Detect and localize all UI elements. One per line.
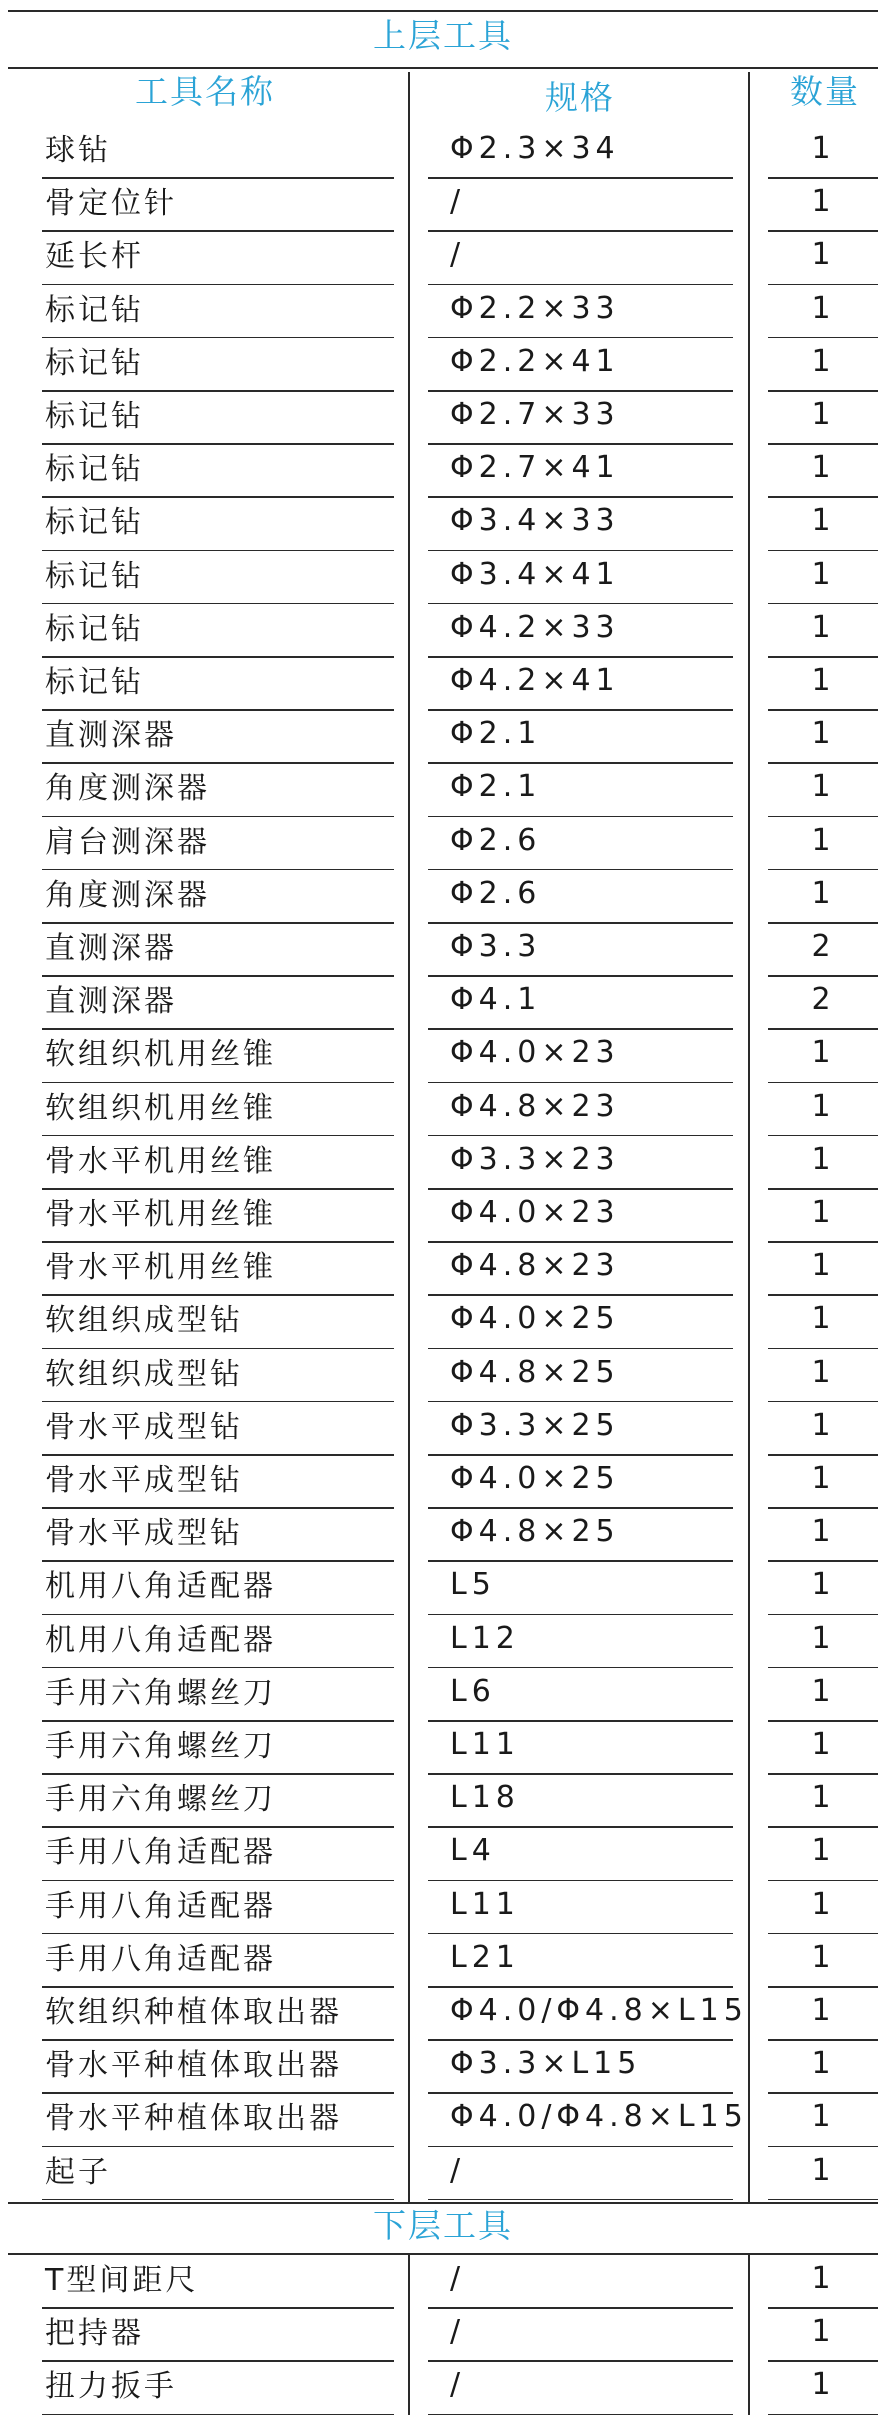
spec-underline xyxy=(428,550,733,552)
tool-qty: 1 xyxy=(811,131,831,166)
spec-underline xyxy=(428,869,733,871)
spec-underline xyxy=(428,975,733,977)
tool-name: 软组织成型钻 xyxy=(45,1356,243,1392)
tool-name: 直测深器 xyxy=(45,984,177,1020)
tool-name: 骨定位针 xyxy=(45,186,177,222)
spec-underline xyxy=(428,2146,733,2148)
spec-underline xyxy=(428,496,733,498)
tool-qty: 1 xyxy=(811,290,831,326)
tool-spec: Φ4.2×41 xyxy=(450,663,620,698)
tool-spec: Φ4.8×25 xyxy=(450,1354,620,1390)
upper-bottom-rule xyxy=(8,2202,878,2204)
spec-underline xyxy=(428,1880,733,1882)
spec-underline xyxy=(428,1082,733,1084)
qty-underline xyxy=(768,709,878,711)
tool-spec: Φ3.3×23 xyxy=(450,1141,620,1177)
qty-underline xyxy=(768,1135,878,1137)
tool-spec: Φ2.3×34 xyxy=(450,131,620,166)
tool-spec: / xyxy=(450,237,466,273)
tool-qty: 1 xyxy=(811,397,831,432)
spec-underline xyxy=(428,762,733,764)
name-underline xyxy=(42,1241,394,1243)
spec-underline xyxy=(428,1667,733,1669)
tool-spec: L18 xyxy=(450,1780,520,1816)
spec-underline xyxy=(428,1241,733,1243)
qty-underline xyxy=(768,1720,878,1722)
tool-spec: Φ4.8×25 xyxy=(450,1514,620,1550)
spec-underline xyxy=(428,922,733,924)
tool-qty: 1 xyxy=(811,184,831,220)
tool-qty: 1 xyxy=(811,1833,831,1869)
spec-underline xyxy=(428,1135,733,1137)
name-underline xyxy=(42,2307,394,2309)
spec-underline xyxy=(428,177,733,179)
tool-qty: 1 xyxy=(811,1088,831,1124)
tool-qty: 1 xyxy=(811,1461,831,1496)
tool-qty: 1 xyxy=(811,1939,831,1975)
spec-underline xyxy=(428,390,733,392)
tool-name: 起子 xyxy=(45,2154,111,2190)
qty-underline xyxy=(768,1028,878,1030)
spec-underline xyxy=(428,443,733,445)
tool-name: 骨水平成型钻 xyxy=(45,1409,243,1445)
tool-qty: 1 xyxy=(811,2046,831,2082)
name-underline xyxy=(42,2092,394,2094)
spec-underline xyxy=(428,284,733,286)
tool-qty: 1 xyxy=(811,609,831,645)
tool-spec: Φ4.0×25 xyxy=(450,1301,620,1337)
tool-qty: 1 xyxy=(811,663,831,698)
tool-qty: 2 xyxy=(811,929,831,964)
spec-underline xyxy=(428,2199,733,2201)
tool-spec: Φ2.2×33 xyxy=(450,290,620,326)
tool-spec: Φ4.0/Φ4.8×L15 xyxy=(450,2099,748,2135)
qty-underline xyxy=(768,177,878,179)
spec-underline xyxy=(428,1507,733,1509)
tool-spec: Φ4.0×23 xyxy=(450,1035,620,1071)
column-divider-2 xyxy=(748,72,750,2202)
name-underline xyxy=(42,1826,394,1828)
tool-spec: Φ4.8×23 xyxy=(450,1088,620,1124)
qty-underline xyxy=(768,2146,878,2148)
qty-underline xyxy=(768,496,878,498)
tool-name: 标记钻 xyxy=(45,292,144,328)
spec-underline xyxy=(428,1454,733,1456)
name-underline xyxy=(42,1880,394,1882)
name-underline xyxy=(42,337,394,339)
qty-underline xyxy=(768,1188,878,1190)
spec-underline xyxy=(428,1188,733,1190)
qty-underline xyxy=(768,1880,878,1882)
name-underline xyxy=(42,1560,394,1562)
tool-spec: L5 xyxy=(450,1567,496,1603)
name-underline xyxy=(42,2146,394,2148)
tool-spec: Φ3.3×25 xyxy=(450,1407,620,1443)
spec-underline xyxy=(428,230,733,232)
tool-name: 扭力扳手 xyxy=(45,2369,177,2405)
tool-qty: 1 xyxy=(811,450,831,486)
tool-spec: Φ4.1 xyxy=(450,982,542,1018)
spec-underline xyxy=(428,2307,733,2309)
tool-qty: 1 xyxy=(811,875,831,911)
tool-spec: L12 xyxy=(450,1620,520,1656)
tool-qty: 1 xyxy=(811,1567,831,1603)
spec-underline xyxy=(428,2360,733,2362)
qty-underline xyxy=(768,1507,878,1509)
spec-underline xyxy=(428,1720,733,1722)
tool-name: 骨水平成型钻 xyxy=(45,1463,243,1498)
qty-underline xyxy=(768,603,878,605)
tool-qty: 1 xyxy=(811,1301,831,1337)
tool-name: 标记钻 xyxy=(45,611,144,647)
name-underline xyxy=(42,1720,394,1722)
tool-name: 手用六角螺丝刀 xyxy=(45,1675,276,1711)
qty-underline xyxy=(768,284,878,286)
top-rule xyxy=(8,10,878,12)
tool-name: 标记钻 xyxy=(45,505,144,541)
tool-spec: Φ4.0×25 xyxy=(450,1461,620,1496)
qty-underline xyxy=(768,1986,878,1988)
name-underline xyxy=(42,443,394,445)
tool-spec: Φ2.6 xyxy=(450,822,542,858)
name-underline xyxy=(42,762,394,764)
tool-qty: 1 xyxy=(811,2099,831,2135)
tool-name: 机用八角适配器 xyxy=(45,1622,276,1658)
tool-name: 球钻 xyxy=(45,133,111,168)
name-underline xyxy=(42,1188,394,1190)
tool-qty: 1 xyxy=(811,1620,831,1656)
name-underline xyxy=(42,1348,394,1350)
tool-qty: 1 xyxy=(811,556,831,592)
tool-qty: 1 xyxy=(811,1886,831,1922)
tool-name: T型间距尺 xyxy=(45,2263,199,2298)
tool-spec: / xyxy=(450,2261,466,2296)
name-underline xyxy=(42,177,394,179)
tool-name: 手用八角适配器 xyxy=(45,1941,276,1977)
spec-underline xyxy=(428,1401,733,1403)
tool-name: 骨水平机用丝锥 xyxy=(45,1143,276,1179)
spec-underline xyxy=(428,1614,733,1616)
spec-underline xyxy=(428,1773,733,1775)
tool-qty: 1 xyxy=(811,2152,831,2188)
tool-name: 机用八角适配器 xyxy=(45,1569,276,1605)
tool-name: 标记钻 xyxy=(45,665,144,700)
name-underline xyxy=(42,656,394,658)
tool-qty: 1 xyxy=(811,716,831,752)
tool-name: 延长杆 xyxy=(45,239,144,275)
tool-spec: Φ3.4×33 xyxy=(450,503,620,539)
tool-spec: / xyxy=(450,2314,466,2350)
spec-underline xyxy=(428,337,733,339)
lower-column-divider-2 xyxy=(748,2255,750,2415)
qty-underline xyxy=(768,1348,878,1350)
qty-underline xyxy=(768,656,878,658)
tool-spec: Φ2.7×41 xyxy=(450,450,620,486)
qty-underline xyxy=(768,1667,878,1669)
name-underline xyxy=(42,1986,394,1988)
tool-spec: Φ2.1 xyxy=(450,716,542,752)
spec-underline xyxy=(428,1294,733,1296)
tool-name: 手用八角适配器 xyxy=(45,1835,276,1871)
qty-underline xyxy=(768,2092,878,2094)
tool-spec: / xyxy=(450,2367,466,2403)
upper-title-rule xyxy=(8,67,878,69)
tool-spec: Φ2.1 xyxy=(450,769,542,805)
tool-name: 骨水平种植体取出器 xyxy=(45,2048,342,2084)
name-underline xyxy=(42,2360,394,2362)
spec-underline xyxy=(428,1933,733,1935)
tool-spec: L6 xyxy=(450,1673,496,1709)
tool-spec: Φ3.3×L15 xyxy=(450,2046,642,2082)
qty-underline xyxy=(768,2199,878,2201)
tool-qty: 1 xyxy=(811,503,831,539)
spec-underline xyxy=(428,2092,733,2094)
spec-underline xyxy=(428,1560,733,1562)
tool-name: 直测深器 xyxy=(45,718,177,754)
tool-name: 软组织机用丝锥 xyxy=(45,1037,276,1073)
tool-name: 手用八角适配器 xyxy=(45,1888,276,1924)
name-underline xyxy=(42,1933,394,1935)
tool-name: 软组织机用丝锥 xyxy=(45,1090,276,1126)
name-underline xyxy=(42,603,394,605)
name-underline xyxy=(42,975,394,977)
tool-qty: 1 xyxy=(811,1354,831,1390)
name-underline xyxy=(42,1773,394,1775)
tool-spec: Φ4.8×23 xyxy=(450,1248,620,1284)
name-underline xyxy=(42,869,394,871)
spec-underline xyxy=(428,709,733,711)
tool-spec: Φ3.3 xyxy=(450,929,542,964)
qty-underline xyxy=(768,1401,878,1403)
tool-qty: 1 xyxy=(811,1780,831,1816)
name-underline xyxy=(42,816,394,818)
tool-spec: Φ2.2×41 xyxy=(450,343,620,379)
name-underline xyxy=(42,550,394,552)
tool-qty: 1 xyxy=(811,769,831,805)
tool-qty: 1 xyxy=(811,1407,831,1443)
name-underline xyxy=(42,496,394,498)
name-underline xyxy=(42,1454,394,1456)
header-spec: 规格 xyxy=(545,78,615,117)
name-underline xyxy=(42,2039,394,2041)
qty-underline xyxy=(768,2307,878,2309)
tool-qty: 1 xyxy=(811,1248,831,1284)
lower-section-title: 下层工具 xyxy=(373,2206,513,2245)
qty-underline xyxy=(768,816,878,818)
name-underline xyxy=(42,1028,394,1030)
name-underline xyxy=(42,1507,394,1509)
tool-name: 标记钻 xyxy=(45,399,144,434)
tool-qty: 1 xyxy=(811,1727,831,1762)
tool-spec: L21 xyxy=(450,1939,520,1975)
lower-column-divider-1 xyxy=(408,2255,410,2415)
tool-qty: 1 xyxy=(811,1141,831,1177)
name-underline xyxy=(42,1614,394,1616)
tool-spec: Φ2.6 xyxy=(450,875,542,911)
spec-underline xyxy=(428,816,733,818)
qty-underline xyxy=(768,1773,878,1775)
name-underline xyxy=(42,1401,394,1403)
qty-underline xyxy=(768,762,878,764)
name-underline xyxy=(42,709,394,711)
upper-section-title: 上层工具 xyxy=(373,16,513,55)
tool-spec: L11 xyxy=(450,1727,520,1762)
tool-spec: L11 xyxy=(450,1886,520,1922)
tool-spec: / xyxy=(450,184,466,220)
name-underline xyxy=(42,284,394,286)
tool-name: 骨水平机用丝锥 xyxy=(45,1197,276,1232)
tool-name: 软组织种植体取出器 xyxy=(45,1995,342,2030)
tool-spec: Φ4.2×33 xyxy=(450,609,620,645)
tool-qty: 1 xyxy=(811,237,831,273)
tool-name: 标记钻 xyxy=(45,452,144,488)
name-underline xyxy=(42,2199,394,2201)
tool-spec: Φ3.4×41 xyxy=(450,556,620,592)
tool-name: 手用六角螺丝刀 xyxy=(45,1782,276,1818)
tool-qty: 1 xyxy=(811,2314,831,2350)
name-underline xyxy=(42,922,394,924)
tool-name: 骨水平机用丝锥 xyxy=(45,1250,276,1286)
qty-underline xyxy=(768,1560,878,1562)
spec-underline xyxy=(428,603,733,605)
spec-underline xyxy=(428,1348,733,1350)
tool-name: 软组织成型钻 xyxy=(45,1303,243,1339)
name-underline xyxy=(42,390,394,392)
tool-name: 角度测深器 xyxy=(45,771,210,807)
tool-name: 肩台测深器 xyxy=(45,824,210,860)
tool-name: 直测深器 xyxy=(45,931,177,966)
tool-qty: 1 xyxy=(811,343,831,379)
qty-underline xyxy=(768,1294,878,1296)
qty-underline xyxy=(768,1454,878,1456)
spec-underline xyxy=(428,2039,733,2041)
qty-underline xyxy=(768,443,878,445)
tool-qty: 1 xyxy=(811,1035,831,1071)
header-qty: 数量 xyxy=(790,72,860,111)
qty-underline xyxy=(768,1082,878,1084)
qty-underline xyxy=(768,2039,878,2041)
tool-name: 骨水平成型钻 xyxy=(45,1516,243,1552)
qty-underline xyxy=(768,1241,878,1243)
spec-underline xyxy=(428,1826,733,1828)
qty-underline xyxy=(768,869,878,871)
spec-underline xyxy=(428,656,733,658)
tool-name: 把持器 xyxy=(45,2316,144,2352)
spec-underline xyxy=(428,1028,733,1030)
qty-underline xyxy=(768,1826,878,1828)
tool-qty: 1 xyxy=(811,1195,831,1230)
column-divider-1 xyxy=(408,72,410,2202)
tool-name: 标记钻 xyxy=(45,345,144,381)
qty-underline xyxy=(768,337,878,339)
name-underline xyxy=(42,1082,394,1084)
qty-underline xyxy=(768,1614,878,1616)
tool-name: 标记钻 xyxy=(45,558,144,594)
qty-underline xyxy=(768,2360,878,2362)
qty-underline xyxy=(768,230,878,232)
name-underline xyxy=(42,1294,394,1296)
tool-spec: Φ4.0/Φ4.8×L15 xyxy=(450,1993,748,2028)
qty-underline xyxy=(768,390,878,392)
header-name: 工具名称 xyxy=(135,72,275,111)
name-underline xyxy=(42,230,394,232)
qty-underline xyxy=(768,975,878,977)
name-underline xyxy=(42,1667,394,1669)
tool-qty: 1 xyxy=(811,1514,831,1550)
spec-underline xyxy=(428,1986,733,1988)
tool-qty: 1 xyxy=(811,2367,831,2403)
tool-spec: / xyxy=(450,2152,466,2188)
tool-name: 手用六角螺丝刀 xyxy=(45,1729,276,1764)
tool-qty: 2 xyxy=(811,982,831,1018)
tool-qty: 1 xyxy=(811,1673,831,1709)
tool-name: 角度测深器 xyxy=(45,877,210,913)
name-underline xyxy=(42,1135,394,1137)
tool-qty: 1 xyxy=(811,1993,831,2028)
tool-spec: L4 xyxy=(450,1833,496,1869)
tool-qty: 1 xyxy=(811,822,831,858)
tool-spec: Φ2.7×33 xyxy=(450,397,620,432)
qty-underline xyxy=(768,922,878,924)
tool-qty: 1 xyxy=(811,2261,831,2296)
tool-name: 骨水平种植体取出器 xyxy=(45,2101,342,2137)
qty-underline xyxy=(768,550,878,552)
qty-underline xyxy=(768,1933,878,1935)
tool-spec: Φ4.0×23 xyxy=(450,1195,620,1230)
